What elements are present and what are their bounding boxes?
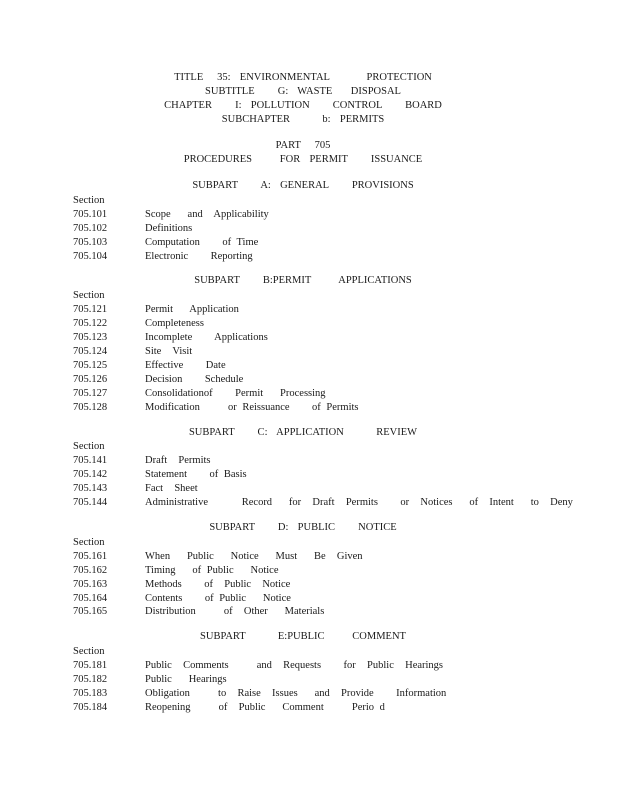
- section-label: Section: [73, 441, 105, 452]
- section-title: When Public Notice Must Be Given: [145, 551, 363, 562]
- section-label: Section: [73, 290, 105, 301]
- section-title: Definitions: [145, 223, 193, 234]
- section-number: 705.162: [73, 565, 108, 576]
- section-title: Distribution of Other Materials: [145, 606, 325, 617]
- section-title: Administrative Record for Draft Permits or Notices of Intent to Deny: [145, 497, 573, 508]
- section-row: [73, 374, 593, 388]
- subpart-a-heading: SUBPART A: GENERAL PROVISIONS: [192, 180, 414, 191]
- part-number: PART 705: [275, 140, 331, 151]
- subpart-b-heading: SUBPART B:PERMIT APPLICATIONS: [194, 275, 412, 286]
- section-row: [73, 579, 593, 593]
- section-title: Public Comments and Requests for Public Hearings: [145, 660, 444, 671]
- subpart-e-heading: SUBPART E:PUBLIC COMMENT: [200, 631, 406, 642]
- section-title: Reopening of Public Comment Perio d: [145, 702, 385, 713]
- section-number: 705.182: [73, 674, 108, 685]
- section-title: Decision Schedule: [145, 374, 244, 385]
- section-row: [73, 304, 593, 318]
- section-label: Section: [73, 537, 105, 548]
- section-row: [73, 497, 593, 511]
- section-label: Section: [73, 646, 105, 657]
- section-row: [73, 551, 593, 565]
- section-title: Incomplete Applications: [145, 332, 268, 343]
- section-title: Public Hearings: [145, 674, 227, 685]
- section-title: Consolidationof Permit Processing: [145, 388, 326, 399]
- section-row: [73, 209, 593, 223]
- section-row: [73, 674, 593, 688]
- section-row: [73, 388, 593, 402]
- section-title: Methods of Public Notice: [145, 579, 291, 590]
- section-title: Statement of Basis: [145, 469, 247, 480]
- subtitle-heading: SUBTITLE G: WASTE DISPOSAL: [205, 86, 401, 97]
- section-row: [73, 688, 593, 702]
- section-title: Obligation to Raise Issues and Provide Information: [145, 688, 447, 699]
- section-label: Section: [73, 195, 105, 206]
- section-number: 705.143: [73, 483, 108, 494]
- section-number: 705.102: [73, 223, 108, 234]
- section-number: 705.183: [73, 688, 108, 699]
- section-number: 705.122: [73, 318, 108, 329]
- section-row: [73, 455, 593, 469]
- section-row: [73, 483, 593, 497]
- section-number: 705.127: [73, 388, 108, 399]
- subchapter-heading: SUBCHAPTER b: PERMITS: [221, 114, 385, 125]
- section-row: [73, 702, 593, 716]
- section-number: 705.181: [73, 660, 108, 671]
- section-number: 705.128: [73, 402, 108, 413]
- section-row: [73, 402, 593, 416]
- section-number: 705.124: [73, 346, 108, 357]
- section-number: 705.164: [73, 593, 108, 604]
- section-title: Effective Date: [145, 360, 226, 371]
- section-number: 705.104: [73, 251, 108, 262]
- section-number: 705.126: [73, 374, 108, 385]
- section-number: 705.165: [73, 606, 108, 617]
- subpart-c-heading: SUBPART C: APPLICATION REVIEW: [188, 427, 418, 438]
- section-title: Draft Permits: [145, 455, 211, 466]
- section-title: Contents of Public Notice: [145, 593, 291, 604]
- section-number: 705.121: [73, 304, 108, 315]
- subpart-d-heading: SUBPART D: PUBLIC NOTICE: [209, 522, 397, 533]
- section-number: 705.101: [73, 209, 108, 220]
- section-row: [73, 237, 593, 251]
- section-number: 705.103: [73, 237, 108, 248]
- section-number: 705.184: [73, 702, 108, 713]
- section-title: Timing of Public Notice: [145, 565, 279, 576]
- section-number: 705.142: [73, 469, 108, 480]
- section-title: Permit Application: [145, 304, 239, 315]
- section-number: 705.125: [73, 360, 108, 371]
- section-row: [73, 251, 593, 265]
- section-row: [73, 660, 593, 674]
- section-number: 705.161: [73, 551, 108, 562]
- section-row: [73, 469, 593, 483]
- section-row: [73, 332, 593, 346]
- part-title: PROCEDURES FOR PERMIT ISSUANCE: [183, 154, 423, 165]
- section-number: 705.144: [73, 497, 108, 508]
- section-title: Completeness: [145, 318, 204, 329]
- section-title: Scope and Applicability: [145, 209, 269, 220]
- section-title: Site Visit: [145, 346, 193, 357]
- section-number: 705.141: [73, 455, 108, 466]
- section-row: [73, 565, 593, 579]
- section-row: [73, 606, 593, 620]
- section-title: Computation of Time: [145, 237, 259, 248]
- section-row: [73, 346, 593, 360]
- section-row: [73, 593, 593, 607]
- section-row: [73, 360, 593, 374]
- section-title: Fact Sheet: [145, 483, 198, 494]
- section-row: [73, 223, 593, 237]
- section-title: Modification or Reissuance of Permits: [145, 402, 359, 413]
- section-number: 705.163: [73, 579, 108, 590]
- title-heading: TITLE 35: ENVIRONMENTAL PROTECTION: [174, 72, 432, 83]
- chapter-heading: CHAPTER I: POLLUTION CONTROL BOARD: [164, 100, 442, 111]
- section-title: Electronic Reporting: [145, 251, 253, 262]
- section-row: [73, 318, 593, 332]
- section-number: 705.123: [73, 332, 108, 343]
